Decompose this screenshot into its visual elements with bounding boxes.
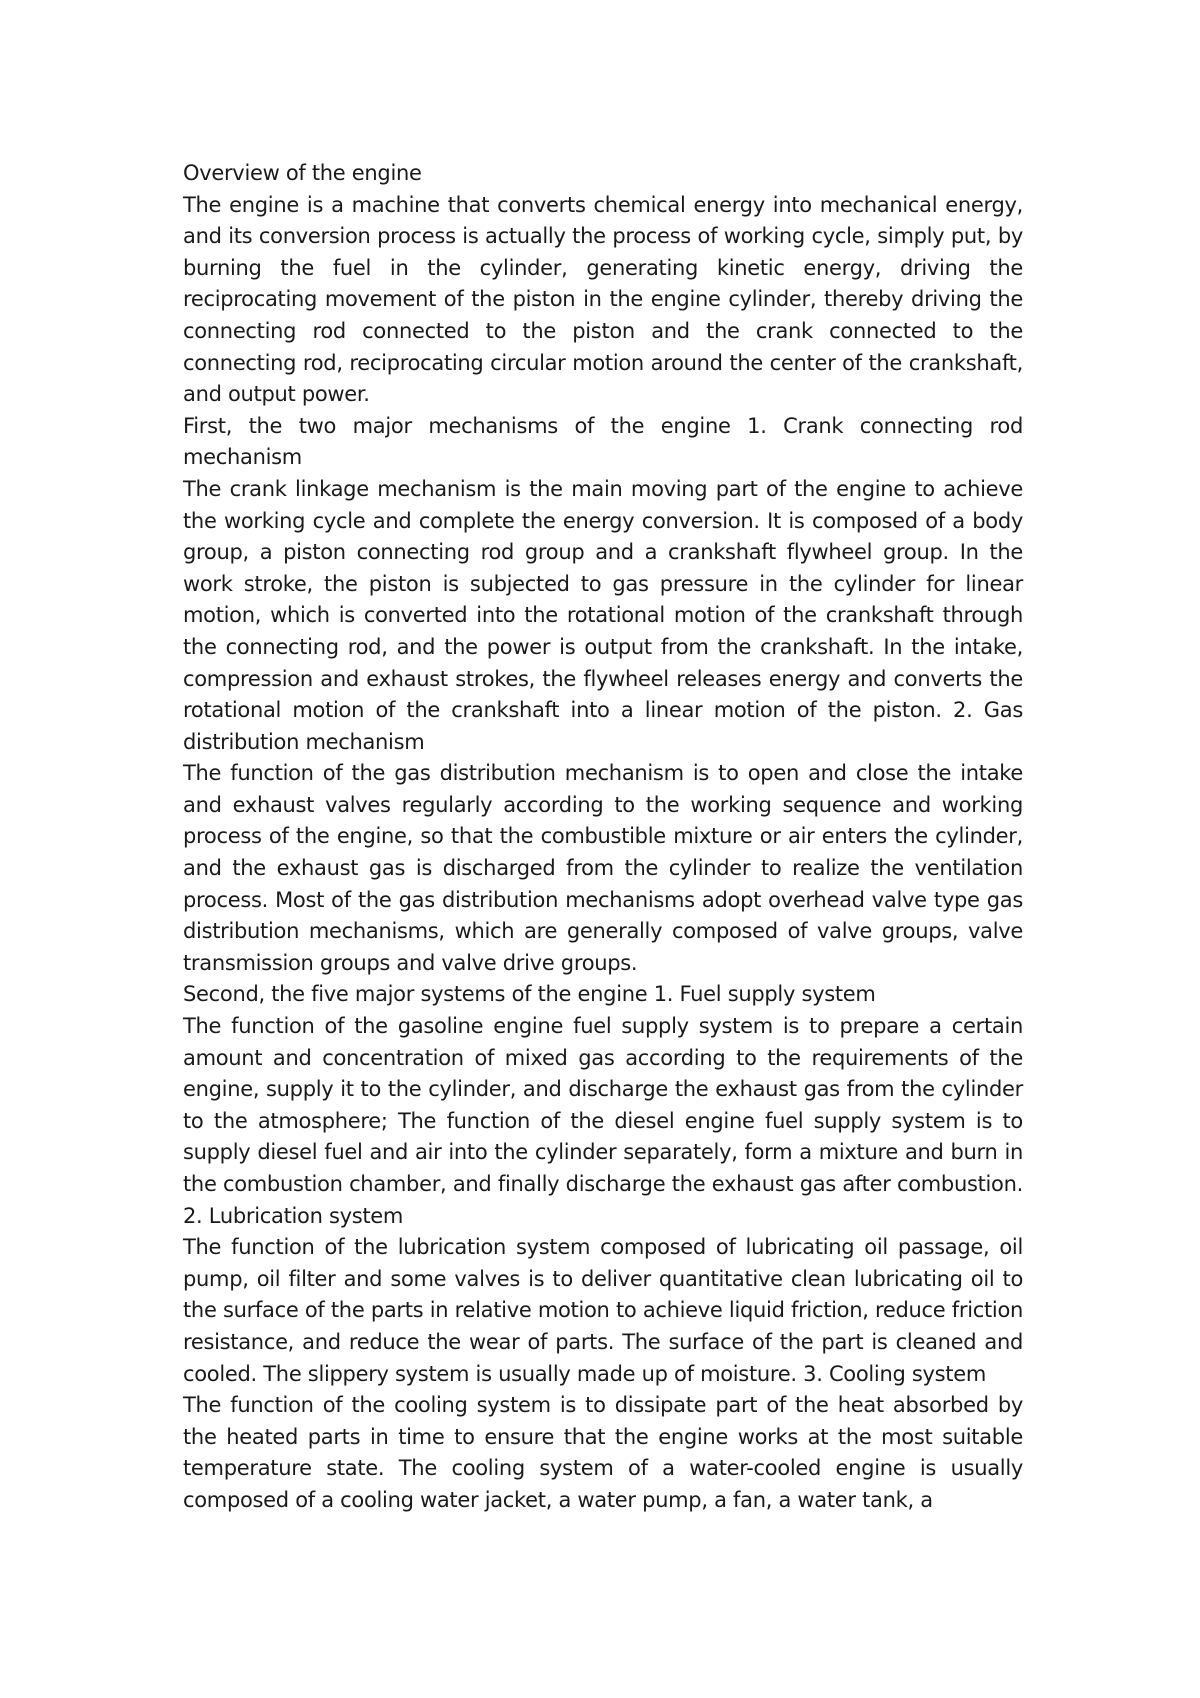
section-heading-overview: Overview of the engine xyxy=(183,161,422,185)
paragraph-cooling: The function of the cooling system is to dissipate part of the heat absorbed by the heated parts in time to ensure that the engine works at the most suitable temperature state. The cooling system of a water-cooled engine is usually composed of a cooling water jacket, a water pump, a fan, a water tank, a xyxy=(183,1393,1023,1512)
section-heading-mechanisms: First, the two major mechanisms of the engine 1. Crank connecting rod mechanism xyxy=(183,413,1023,470)
paragraph-fuel-supply: The function of the gasoline engine fuel supply system is to prepare a certain amount and concentration of mixed gas according to the requirements of the engine, supply it to the cylinder, and discharge the exhaust gas from the cylinder to the atmosphere; The function of the diesel engine fuel supply system is to supply diesel fuel and air into the cylinder separately, form a mixture and burn in the combustion chamber, and finally discharge the exhaust gas after combustion. 2. Lubrication system xyxy=(183,1014,1023,1228)
paragraph-gas-distribution: The function of the gas distribution mechanism is to open and close the intake and exhaust valves regularly according to the working sequence and working process of the engine, so that the combustible mixture or air enters the cylinder, and the exhaust gas is discharged from the cylinder to realize the ventilation process. Most of the gas distribution mechanisms adopt overhead valve type gas distribution mechanisms, which are generally composed of valve groups, valve transmission groups and valve drive groups. xyxy=(183,761,1023,975)
document-body xyxy=(183,158,1023,1517)
paragraph-lubrication: The function of the lubrication system composed of lubricating oil passage, oil pump, oil filter and some valves is to deliver quantitative clean lubricating oil to the surface of the parts in relative motion to achieve liquid friction, reduce friction resistance, and reduce the wear of parts. The surface of the part is cleaned and cooled. The slippery system is usually made up of moisture. 3. Cooling system xyxy=(183,1235,1023,1386)
paragraph-engine-definition: The engine is a machine that converts chemical energy into mechanical energy, and its conversion process is actually the process of working cycle, simply put, by burning the fuel in the cylinder, generating kinetic energy, driving the reciprocating movement of the piston in the engine cylinder, thereby driving the connecting rod connected to the piston and the crank connected to the connecting rod, reciprocating circular motion around the center of the crankshaft, and output power. xyxy=(183,192,1023,407)
section-heading-systems: Second, the five major systems of the engine 1. Fuel supply system xyxy=(183,982,876,1007)
paragraph-crank-linkage: The crank linkage mechanism is the main moving part of the engine to achieve the working cycle and complete the energy conversion. It is composed of a body group, a piston connecting rod group and a crankshaft flywheel group. In the work stroke, the piston is subjected to gas pressure in the cylinder for linear motion, which is converted into the rotational motion of the crankshaft through the connecting rod, and the power is output from the crankshaft. In the intake, compression and exhaust strokes, the flywheel releases energy and converts the rotational motion of the crankshaft into a linear motion of the piston. 2. Gas distribution mechanism xyxy=(183,476,1023,754)
